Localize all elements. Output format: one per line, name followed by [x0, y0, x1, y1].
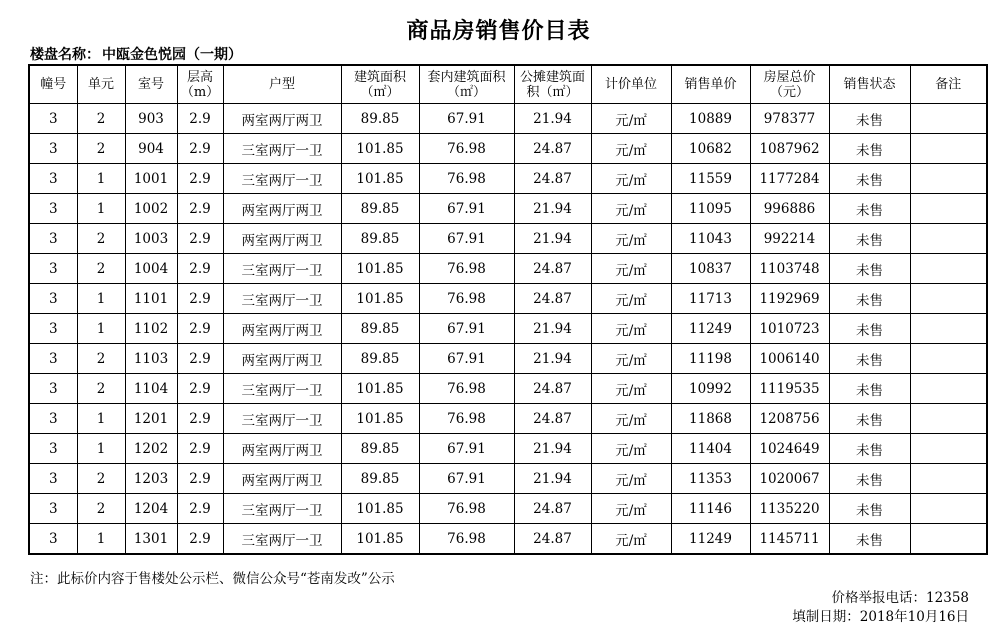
table-cell: 1	[77, 164, 125, 194]
column-header: 公摊建筑面积（㎡）	[514, 65, 591, 104]
table-cell: 2	[77, 464, 125, 494]
table-cell: 101.85	[341, 524, 419, 555]
table-cell: 21.94	[514, 224, 591, 254]
table-cell: 1	[77, 524, 125, 555]
table-cell: 未售	[829, 164, 910, 194]
table-cell: 元/㎡	[591, 194, 671, 224]
table-cell: 21.94	[514, 344, 591, 374]
table-cell: 2.9	[177, 404, 223, 434]
table-cell: 元/㎡	[591, 464, 671, 494]
table-cell: 2.9	[177, 374, 223, 404]
table-cell: 1	[77, 194, 125, 224]
table-cell: 1	[77, 284, 125, 314]
table-cell: 10682	[671, 134, 750, 164]
table-cell: 元/㎡	[591, 344, 671, 374]
table-row	[29, 404, 987, 434]
table-cell: 67.91	[419, 464, 514, 494]
table-cell: 76.98	[419, 494, 514, 524]
table-cell: 1208756	[750, 404, 829, 434]
table-cell: 101.85	[341, 134, 419, 164]
table-cell: 未售	[829, 494, 910, 524]
table-cell: 67.91	[419, 314, 514, 344]
footnote: 注：此标价内容于售楼处公示栏、微信公众号“苍南发改”公示	[30, 571, 395, 587]
table-cell: 21.94	[514, 434, 591, 464]
column-header: 单元	[77, 65, 125, 104]
table-cell: 三室两厅一卫	[223, 374, 341, 404]
table-row	[29, 434, 987, 464]
table-cell: 未售	[829, 524, 910, 555]
table-cell: 2.9	[177, 284, 223, 314]
table-cell: 1103	[125, 344, 177, 374]
table-cell: 101.85	[341, 404, 419, 434]
table-cell: 3	[29, 164, 77, 194]
table-cell: 元/㎡	[591, 494, 671, 524]
table-cell: 89.85	[341, 434, 419, 464]
table-cell: 未售	[829, 104, 910, 134]
table-cell: 2.9	[177, 194, 223, 224]
table-cell: 1003	[125, 224, 177, 254]
table-cell: 1135220	[750, 494, 829, 524]
table-row	[29, 374, 987, 404]
table-cell: 89.85	[341, 194, 419, 224]
table-cell: 2.9	[177, 344, 223, 374]
table-cell: 3	[29, 374, 77, 404]
table-cell: 2.9	[177, 164, 223, 194]
table-cell: 24.87	[514, 374, 591, 404]
table-cell: 21.94	[514, 194, 591, 224]
table-cell: 3	[29, 314, 77, 344]
table-cell: 76.98	[419, 524, 514, 555]
table-cell: 三室两厅一卫	[223, 404, 341, 434]
table-cell: 2.9	[177, 494, 223, 524]
table-cell: 2	[77, 254, 125, 284]
table-cell: 1010723	[750, 314, 829, 344]
table-cell: 未售	[829, 404, 910, 434]
table-cell: 21.94	[514, 464, 591, 494]
table-cell: 11713	[671, 284, 750, 314]
column-header: 幢号	[29, 65, 77, 104]
table-row	[29, 104, 987, 134]
table-cell	[910, 224, 987, 254]
table-cell: 未售	[829, 314, 910, 344]
table-cell	[910, 104, 987, 134]
table-row	[29, 194, 987, 224]
table-cell: 1145711	[750, 524, 829, 555]
table-cell: 11249	[671, 524, 750, 555]
table-row	[29, 254, 987, 284]
table-cell: 3	[29, 494, 77, 524]
table-cell	[910, 254, 987, 284]
table-cell: 3	[29, 434, 77, 464]
table-cell	[910, 404, 987, 434]
table-cell: 1002	[125, 194, 177, 224]
table-cell: 元/㎡	[591, 104, 671, 134]
table-row	[29, 494, 987, 524]
table-cell: 996886	[750, 194, 829, 224]
table-cell: 11353	[671, 464, 750, 494]
table-cell: 2	[77, 494, 125, 524]
table-cell: 3	[29, 194, 77, 224]
table-cell: 未售	[829, 134, 910, 164]
table-row	[29, 464, 987, 494]
table-cell: 978377	[750, 104, 829, 134]
table-cell: 元/㎡	[591, 284, 671, 314]
table-row	[29, 314, 987, 344]
table-cell: 元/㎡	[591, 434, 671, 464]
table-cell: 24.87	[514, 404, 591, 434]
table-cell: 三室两厅一卫	[223, 254, 341, 284]
table-cell: 2	[77, 344, 125, 374]
table-cell	[910, 284, 987, 314]
table-cell: 两室两厅两卫	[223, 434, 341, 464]
table-cell: 1104	[125, 374, 177, 404]
column-header: 建筑面积（㎡）	[341, 65, 419, 104]
table-cell	[910, 344, 987, 374]
table-cell: 89.85	[341, 464, 419, 494]
table-cell: 101.85	[341, 284, 419, 314]
table-cell	[910, 194, 987, 224]
table-cell	[910, 524, 987, 555]
table-cell: 903	[125, 104, 177, 134]
table-cell: 两室两厅两卫	[223, 464, 341, 494]
table-cell: 三室两厅一卫	[223, 164, 341, 194]
table-cell: 2	[77, 224, 125, 254]
table-cell: 10837	[671, 254, 750, 284]
table-cell: 1203	[125, 464, 177, 494]
table-cell	[910, 134, 987, 164]
table-cell: 76.98	[419, 404, 514, 434]
table-cell: 1006140	[750, 344, 829, 374]
table-cell: 67.91	[419, 104, 514, 134]
table-cell: 1	[77, 314, 125, 344]
table-cell: 2.9	[177, 104, 223, 134]
table-cell: 1	[77, 434, 125, 464]
fill-date: 填制日期：2018年10月16日	[792, 609, 969, 625]
table-cell: 24.87	[514, 134, 591, 164]
table-cell: 1119535	[750, 374, 829, 404]
table-cell: 两室两厅两卫	[223, 194, 341, 224]
table-cell: 1001	[125, 164, 177, 194]
table-cell: 未售	[829, 464, 910, 494]
table-cell: 76.98	[419, 254, 514, 284]
project-label: 楼盘名称：	[30, 47, 100, 63]
table-cell: 元/㎡	[591, 254, 671, 284]
table-cell: 3	[29, 344, 77, 374]
table-row	[29, 524, 987, 555]
column-header: 销售单价	[671, 65, 750, 104]
column-header: 套内建筑面积（㎡）	[419, 65, 514, 104]
table-cell: 1103748	[750, 254, 829, 284]
table-cell: 76.98	[419, 284, 514, 314]
table-cell: 24.87	[514, 284, 591, 314]
table-cell: 两室两厅两卫	[223, 104, 341, 134]
report-phone: 价格举报电话：12358	[831, 590, 969, 606]
table-cell: 11198	[671, 344, 750, 374]
table-cell: 2.9	[177, 314, 223, 344]
table-cell: 1201	[125, 404, 177, 434]
table-cell: 2	[77, 104, 125, 134]
table-cell: 1102	[125, 314, 177, 344]
table-cell: 2	[77, 134, 125, 164]
column-header: 房屋总价（元）	[750, 65, 829, 104]
table-cell: 101.85	[341, 374, 419, 404]
table-header-row	[29, 65, 987, 104]
table-row	[29, 224, 987, 254]
table-cell: 三室两厅一卫	[223, 524, 341, 555]
table-cell: 元/㎡	[591, 404, 671, 434]
table-cell: 24.87	[514, 254, 591, 284]
table-cell: 11559	[671, 164, 750, 194]
table-cell: 元/㎡	[591, 164, 671, 194]
table-cell: 11868	[671, 404, 750, 434]
table-cell: 3	[29, 104, 77, 134]
project-name: 中瓯金色悦园（一期）	[102, 47, 242, 63]
table-cell: 24.87	[514, 524, 591, 555]
table-body	[29, 104, 987, 555]
table-cell: 1204	[125, 494, 177, 524]
table-cell: 76.98	[419, 164, 514, 194]
table-cell: 未售	[829, 194, 910, 224]
table-cell: 两室两厅两卫	[223, 344, 341, 374]
table-row	[29, 344, 987, 374]
table-cell: 76.98	[419, 134, 514, 164]
table-cell: 1	[77, 404, 125, 434]
table-cell: 3	[29, 464, 77, 494]
table-cell: 89.85	[341, 104, 419, 134]
table-cell: 2.9	[177, 224, 223, 254]
table-cell: 元/㎡	[591, 374, 671, 404]
table-cell: 67.91	[419, 434, 514, 464]
table-cell: 21.94	[514, 314, 591, 344]
table-cell: 未售	[829, 224, 910, 254]
column-header: 户型	[223, 65, 341, 104]
table-cell: 11095	[671, 194, 750, 224]
table-cell: 2	[77, 374, 125, 404]
table-cell: 2.9	[177, 464, 223, 494]
table-cell: 未售	[829, 284, 910, 314]
table-cell: 10889	[671, 104, 750, 134]
table-cell: 元/㎡	[591, 134, 671, 164]
table-cell: 未售	[829, 374, 910, 404]
table-cell: 元/㎡	[591, 524, 671, 555]
table-cell	[910, 164, 987, 194]
table-cell: 67.91	[419, 224, 514, 254]
table-cell: 67.91	[419, 194, 514, 224]
table-cell: 3	[29, 224, 77, 254]
table-cell	[910, 434, 987, 464]
table-cell: 2.9	[177, 524, 223, 555]
table-cell: 101.85	[341, 254, 419, 284]
column-header: 备注	[910, 65, 987, 104]
table-cell	[910, 494, 987, 524]
table-cell: 11043	[671, 224, 750, 254]
table-cell: 3	[29, 404, 77, 434]
table-cell: 3	[29, 254, 77, 284]
table-cell: 两室两厅两卫	[223, 224, 341, 254]
table-cell: 3	[29, 134, 77, 164]
table-cell: 904	[125, 134, 177, 164]
table-cell: 未售	[829, 344, 910, 374]
project-line	[30, 44, 242, 64]
table-cell: 三室两厅一卫	[223, 494, 341, 524]
table-row	[29, 284, 987, 314]
price-table	[28, 64, 988, 555]
table-row	[29, 164, 987, 194]
table-cell: 3	[29, 524, 77, 555]
table-cell: 1020067	[750, 464, 829, 494]
table-cell: 三室两厅一卫	[223, 284, 341, 314]
table-cell: 76.98	[419, 374, 514, 404]
table-cell: 1101	[125, 284, 177, 314]
table-cell: 元/㎡	[591, 224, 671, 254]
table-cell: 1177284	[750, 164, 829, 194]
table-cell	[910, 374, 987, 404]
column-header: 室号	[125, 65, 177, 104]
table-cell: 67.91	[419, 344, 514, 374]
table-cell: 89.85	[341, 344, 419, 374]
table-cell	[910, 464, 987, 494]
table-cell: 两室两厅两卫	[223, 314, 341, 344]
table-cell: 11249	[671, 314, 750, 344]
column-header: 销售状态	[829, 65, 910, 104]
table-cell: 1004	[125, 254, 177, 284]
document-title: 商品房销售价目表	[406, 19, 591, 44]
column-header: 计价单位	[591, 65, 671, 104]
table-cell: 2.9	[177, 254, 223, 284]
table-cell: 2.9	[177, 134, 223, 164]
table-cell: 2.9	[177, 434, 223, 464]
table-cell: 1024649	[750, 434, 829, 464]
table-cell: 10992	[671, 374, 750, 404]
table-cell: 3	[29, 284, 77, 314]
column-header: 层高（m）	[177, 65, 223, 104]
table-cell: 元/㎡	[591, 314, 671, 344]
table-cell: 89.85	[341, 224, 419, 254]
table-cell: 1087962	[750, 134, 829, 164]
table-cell: 1202	[125, 434, 177, 464]
table-cell: 11404	[671, 434, 750, 464]
table-cell: 未售	[829, 254, 910, 284]
table-cell: 三室两厅一卫	[223, 134, 341, 164]
table-cell: 21.94	[514, 104, 591, 134]
table-cell: 101.85	[341, 164, 419, 194]
table-cell: 24.87	[514, 164, 591, 194]
table-cell: 24.87	[514, 494, 591, 524]
table-cell	[910, 314, 987, 344]
table-cell: 992214	[750, 224, 829, 254]
table-cell: 未售	[829, 434, 910, 464]
table-cell: 11146	[671, 494, 750, 524]
table-row	[29, 134, 987, 164]
table-cell: 101.85	[341, 494, 419, 524]
table-cell: 89.85	[341, 314, 419, 344]
table-cell: 1192969	[750, 284, 829, 314]
table-cell: 1301	[125, 524, 177, 555]
